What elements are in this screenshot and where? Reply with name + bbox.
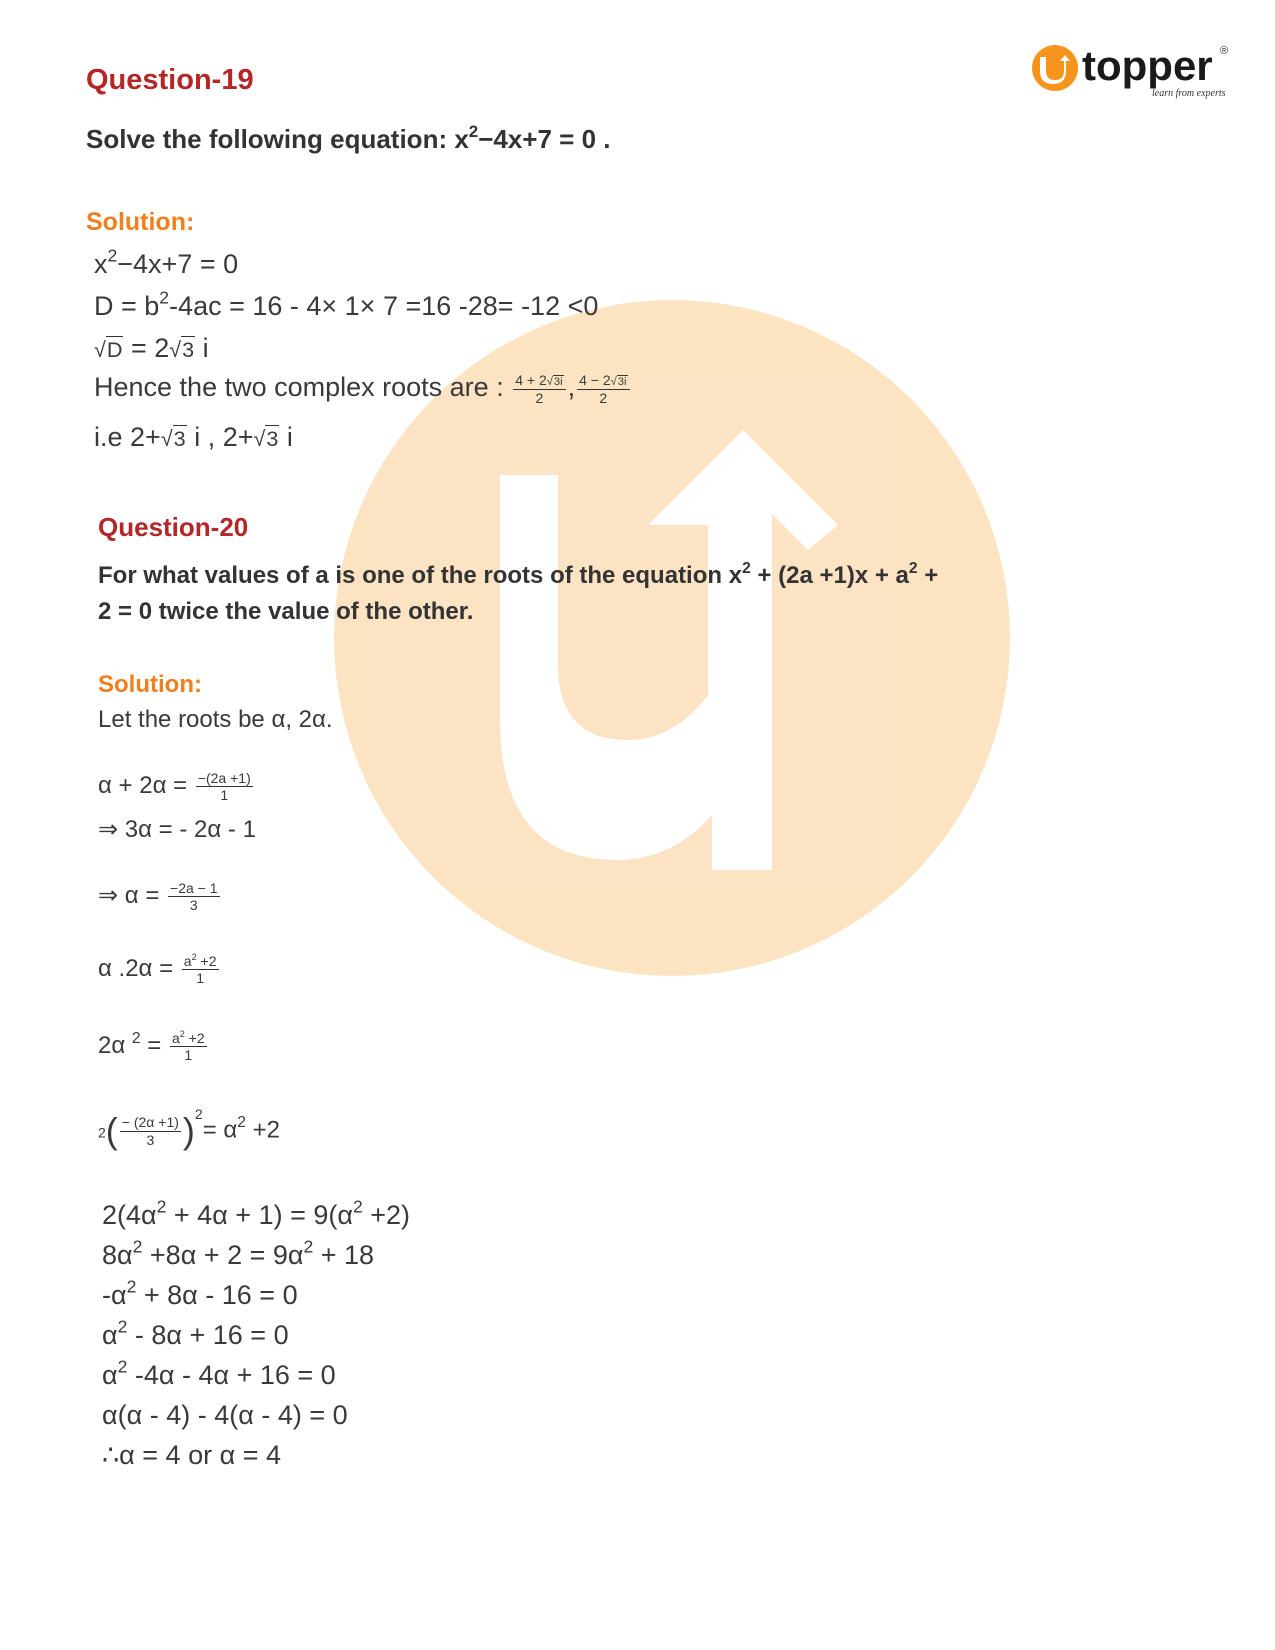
svg-text:topper: topper bbox=[1082, 42, 1213, 89]
svg-text:learn from experts: learn from experts bbox=[1152, 88, 1226, 99]
root-fraction-2: $\frac{4 - 2√3i}{2}$ bbox=[577, 372, 629, 406]
svg-text:®: ® bbox=[1220, 45, 1229, 57]
discriminant-line: $D = b^2-4ac = 16 - 4\times 1\times 7 =16$ -28= -12 <0 bbox=[94, 287, 599, 321]
expansion-line-1: $2(4\alpha^2 + 4\alpha + 1) = 9(\alpha^2 +2)$ bbox=[102, 1196, 411, 1230]
ie-roots-line: i.e 2+√3 i , 2+√3 i bbox=[94, 422, 293, 452]
sum-of-roots-line: α + 2α = $\frac{-(2a +1)}{1}$ bbox=[98, 770, 251, 804]
three-alpha-line: ⇒ 3α = - 2α - 1 bbox=[98, 816, 256, 843]
question-20-prompt-line-1: For what values of a is one of the roots of the equation $x^2 + (2a +1)x + a^2$ + bbox=[98, 559, 939, 589]
two-alpha-squared-line: 2α $^2$ = $\frac{a^2 +2}{1}$ bbox=[98, 1029, 205, 1064]
expansion-line-4: $\alpha^2 - 8\alpha + 16 = 0$ bbox=[102, 1316, 289, 1350]
alpha-value-line: ⇒ α = $\frac{-2a - 1}{3}$ bbox=[98, 880, 218, 914]
product-of-roots-line: α .2α = $\frac{a^2 +2}{1}$ bbox=[98, 952, 217, 987]
solution-19-label: Solution: bbox=[86, 208, 195, 236]
question-19-title: Question-19 bbox=[86, 64, 254, 96]
complex-roots-line: Hence the two complex roots are : $\frac{4 + 2√3i}{2}$ , $\frac{4 - 2√3i}{2}$ bbox=[94, 372, 632, 406]
expansion-line-2: $8\alpha^2 +8\alpha + 2 = 9\alpha^2 + 18$ bbox=[102, 1236, 375, 1270]
root-fraction-1: $\frac{4 + 2√3i}{2}$ bbox=[513, 372, 565, 406]
topper-logo bbox=[1030, 40, 1230, 108]
question-19-prompt: Solve the following equation: $x^2-4x+7 = 0$ . bbox=[86, 122, 611, 154]
question-20-prompt-line-2: 2 = 0 twice the value of the other. bbox=[98, 598, 474, 625]
equation-line: $x^2-4x+7 = 0$ bbox=[94, 245, 239, 279]
substitution-line: 2( $\frac{- (2\alpha +1)}{3}$ )$^2= \alpha^2 +2$ bbox=[98, 1106, 280, 1151]
let-roots-line: Let the roots be α, 2α. bbox=[98, 706, 333, 733]
question-20-title: Question-20 bbox=[98, 512, 249, 542]
expansion-line-5: $\alpha^2$ -4α - 4α + 16 = 0 bbox=[102, 1356, 336, 1390]
expansion-line-3: $-\alpha^2 + 8\alpha - 16 = 0$ bbox=[102, 1276, 298, 1310]
final-answer-line: ∴α = 4 or α = 4 bbox=[102, 1440, 281, 1470]
factorization-line: α(α - 4) - 4(α - 4) = 0 bbox=[102, 1400, 348, 1430]
root-d-line: √D = 2√3 i bbox=[94, 333, 209, 363]
solution-20-label: Solution: bbox=[98, 671, 202, 698]
